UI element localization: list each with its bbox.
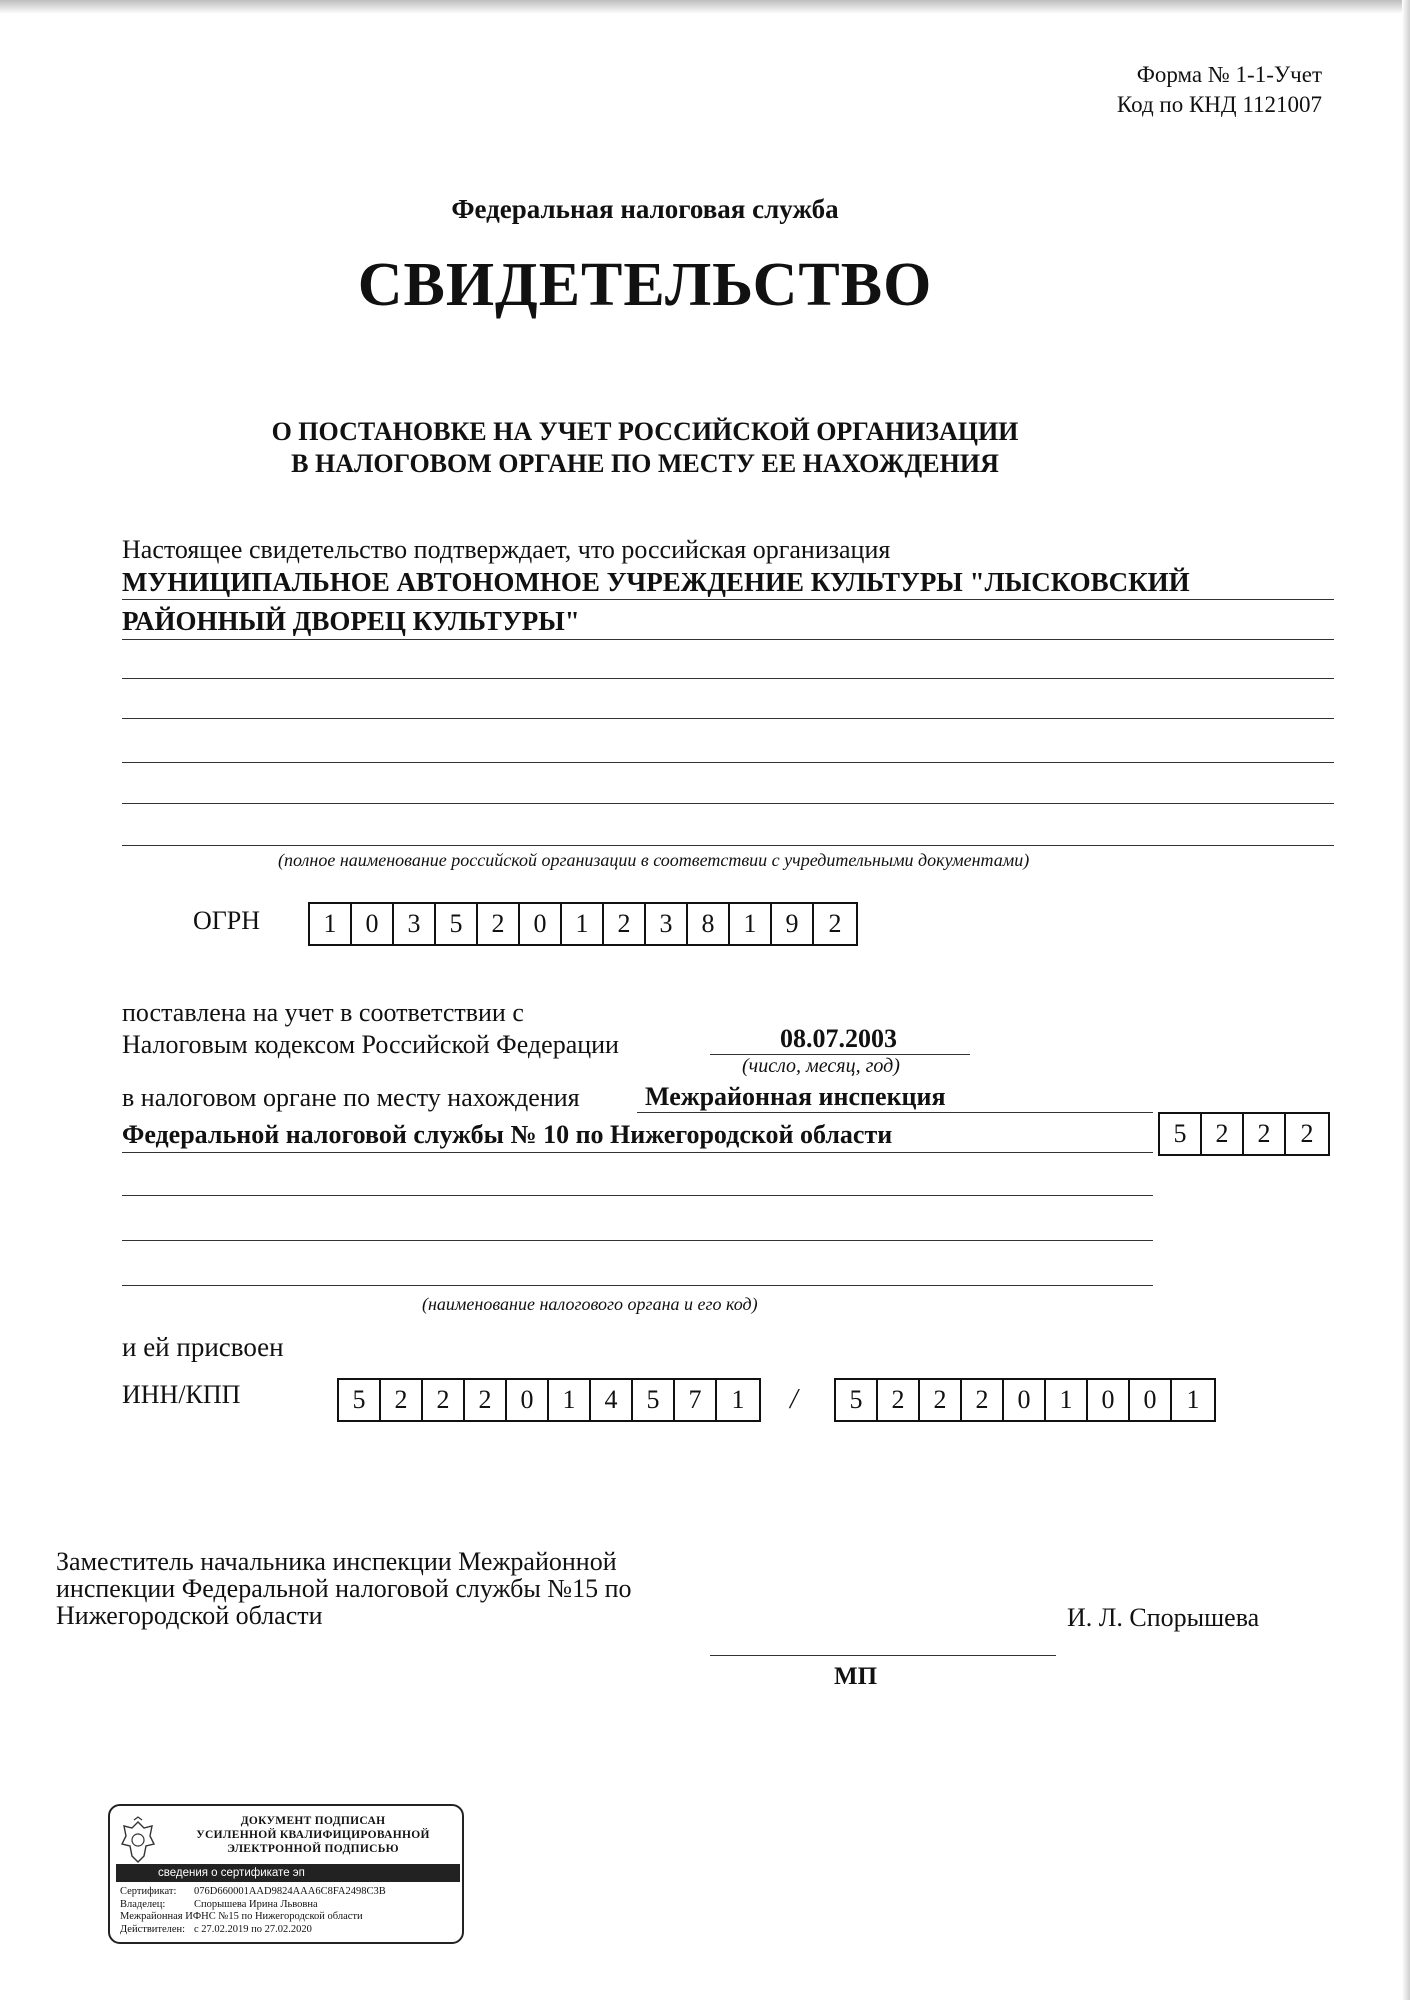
inn-kpp-separator: / [790,1384,798,1415]
ogrn-label: ОГРН [193,906,261,935]
tax-office-code-cells [1158,1112,1330,1156]
organization-name-caption: (полное наименование российской организации в соответствии с учредительными документами) [278,850,1030,870]
agency-name: Федеральная налоговая служба [451,194,839,224]
kpp-digit: 2 [962,1380,1004,1420]
org-line-4 [122,718,1334,719]
stamp-line-1: ДОКУМЕНТ ПОДПИСАН [240,1815,386,1827]
ogrn-digit: 1 [310,904,352,944]
document-title: СВИДЕТЕЛЬСТВО [357,251,933,319]
organization-name-line1: МУНИЦИПАЛЬНОЕ АВТОНОМНОЕ УЧРЕЖДЕНИЕ КУЛЬТУРЫ "ЛЫСКОВСКИЙ [122,567,1190,597]
issuer-org: Межрайонная ИФНС №15 по Нижегородской области [120,1911,363,1922]
tax-office-line-5 [122,1285,1153,1286]
validity-value: с 27.02.2019 по 27.02.2020 [194,1923,312,1935]
ogrn-digit: 0 [352,904,394,944]
signer-position-line2: инспекции Федеральной налоговой службы №15 по [56,1574,632,1603]
stamp-line-2: УСИЛЕННОЙ КВАЛИФИЦИРОВАННОЙ [196,1829,430,1841]
inn-cells [337,1378,761,1422]
tax-office-prefix: в налоговом органе по месту нахождения [122,1083,580,1112]
organization-name-line2: РАЙОННЫЙ ДВОРЕЦ КУЛЬТУРЫ" [122,606,580,636]
scan-edge-right [1402,0,1410,2000]
inn-digit: 2 [423,1380,465,1420]
tax-office-line-4 [122,1240,1153,1241]
kpp-digit: 2 [920,1380,962,1420]
document-subtitle-line2: В НАЛОГОВОМ ОРГАНЕ ПО МЕСТУ ЕЕ НАХОЖДЕНИЯ [291,449,999,478]
org-line-5 [122,762,1334,763]
certificate-value: 076D660001AAD9824AAA6C8FA2498C3B [194,1886,386,1897]
signer-position-line1: Заместитель начальника инспекции Межрайонной [56,1547,617,1576]
inn-digit: 2 [465,1380,507,1420]
owner-label: Владелец: [120,1898,166,1910]
inn-digit: 4 [591,1380,633,1420]
ogrn-digit: 2 [478,904,520,944]
tax-office-code-digit: 5 [1160,1114,1202,1154]
electronic-signature-stamp [108,1804,464,1944]
coat-of-arms-icon [118,1816,158,1868]
ogrn-digit: 3 [394,904,436,944]
signature-line [710,1655,1056,1656]
certificate-info-bar [116,1864,460,1882]
document-subtitle-line1: О ПОСТАНОВКЕ НА УЧЕТ РОССИЙСКОЙ ОРГАНИЗАЦИИ [271,417,1019,446]
inn-digit: 7 [675,1380,717,1420]
stamp-line-3: ЭЛЕКТРОННОЙ ПОДПИСЬЮ [227,1843,399,1855]
kpp-digit: 2 [878,1380,920,1420]
ogrn-digit: 2 [828,909,842,938]
inn-digit: 1 [549,1380,591,1420]
kpp-digit: 0 [1130,1380,1172,1420]
kpp-digit: 0 [1004,1380,1046,1420]
ogrn-digit: 9 [772,904,814,944]
seal-place-label: МП [834,1663,878,1690]
registered-text-line2: Налоговым кодексом Российской Федерации [122,1030,619,1059]
tax-office-code-digit: 2 [1300,1119,1314,1148]
ogrn-digit: 3 [646,904,688,944]
org-line-2 [122,639,1334,640]
inn-digit: 5 [633,1380,675,1420]
kpp-digit: 5 [836,1380,878,1420]
owner-value: Спорышева Ирина Львовна [194,1898,318,1910]
inn-kpp-label: ИНН/КПП [122,1380,241,1409]
tax-office-name-line1: Межрайонная инспекция [645,1082,946,1111]
tax-office-caption: (наименование налогового органа и его код) [422,1294,758,1314]
tax-office-code-digit: 2 [1244,1114,1286,1154]
assigned-text: и ей присвоен [122,1332,284,1362]
registered-text-line1: поставлена на учет в соответствии с [122,998,524,1027]
org-line-3 [122,678,1334,679]
ogrn-digit: 8 [688,904,730,944]
date-caption: (число, месяц, год) [742,1055,900,1077]
form-knd-code: Код по КНД 1121007 [1116,92,1322,117]
inn-digit: 5 [339,1380,381,1420]
inn-digit: 2 [381,1380,423,1420]
tax-office-line-2 [122,1152,1153,1153]
kpp-digit: 1 [1186,1385,1200,1414]
certificate-label: Сертификат: [120,1886,177,1897]
kpp-digit: 0 [1088,1380,1130,1420]
tax-office-line-1 [637,1112,1153,1113]
kpp-cells [834,1378,1216,1422]
ogrn-digit: 1 [562,904,604,944]
org-line-1 [122,599,1334,600]
inn-digit: 1 [731,1385,745,1414]
ogrn-digit: 0 [520,904,562,944]
org-line-6 [122,803,1334,804]
intro-text: Настоящее свидетельство подтверждает, что российская организация [122,535,891,564]
signer-name: И. Л. Спорышева [1067,1603,1260,1632]
ogrn-digit: 1 [730,904,772,944]
registration-date: 08.07.2003 [780,1024,897,1053]
form-number: Форма № 1-1-Учет [1136,62,1322,87]
kpp-digit: 1 [1046,1380,1088,1420]
ogrn-digit: 2 [604,904,646,944]
tax-office-code-digit: 2 [1202,1114,1244,1154]
ogrn-digit: 5 [436,904,478,944]
scan-edge-top [0,0,1410,14]
ogrn-cells [308,902,858,946]
tax-office-name-line2: Федеральной налоговой службы № 10 по Нижегородской области [122,1120,893,1149]
certificate-info-label: сведения о сертификате эп [158,1867,305,1879]
signer-position-line3: Нижегородской области [56,1601,323,1630]
org-line-7 [122,845,1334,846]
validity-label: Действителен: [120,1923,186,1935]
inn-digit: 0 [507,1380,549,1420]
tax-office-line-3 [122,1195,1153,1196]
